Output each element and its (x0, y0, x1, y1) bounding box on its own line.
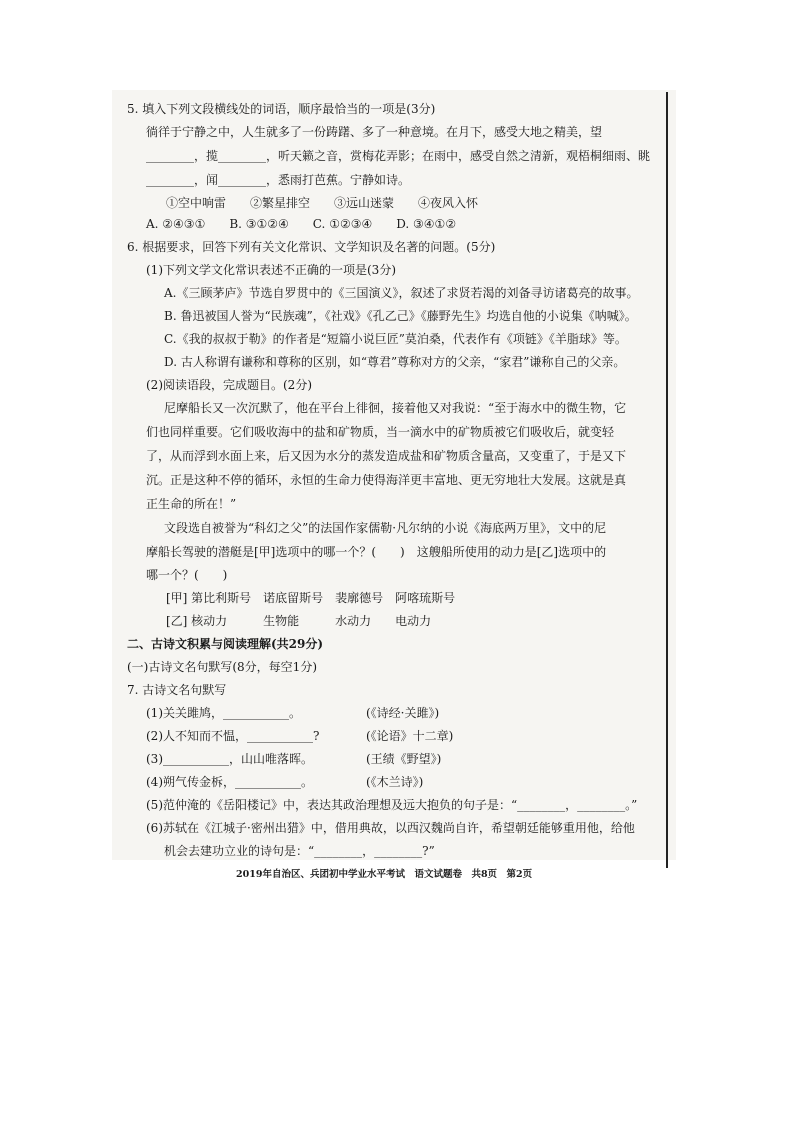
q6-sub2-stem: (2)阅读语段，完成题目。(2分) (146, 378, 312, 392)
q6-sub2-passage-line-5: 正生命的所在！” (146, 497, 237, 511)
q5-stem: 5. 填入下列文段横线处的词语，顺序最恰当的一项是(3分) (127, 102, 436, 116)
q6-yi-options: [乙] 核动力 生物能 水动力 电动力 (166, 614, 432, 628)
q5-passage-line-2: ________，揽________，听天籁之音，赏梅花弄影；在雨中，感受自然之清新，观梧桐细雨、眺 (146, 149, 651, 163)
q6-sub2-question-line-3: 哪一个？( ) (146, 568, 228, 582)
q6-stem: 6. 根据要求，回答下列有关文化常识、文学知识及名著的问题。(5分) (127, 240, 496, 254)
q6-jia-options: [甲] 第比利斯号 诺底留斯号 裴廓德号 阿喀琉斯号 (166, 591, 456, 605)
q6-sub1-option-b: B. 鲁迅被国人誉为“民族魂”，《社戏》《孔乙己》《藤野先生》均选自他的小说集《呐喊》。 (164, 309, 637, 323)
q5-options: A. ②④③① B. ③①②④ C. ①②③④ D. ③④①② (146, 217, 457, 231)
q6-sub2-question-line-2: 摩船长驾驶的潜艇是[甲]选项中的哪一个？( ) 这艘船所使用的动力是[乙]选项中的 (146, 545, 607, 559)
q6-sub1-stem: (1)下列文学文化常识表述不正确的一项是(3分) (146, 263, 396, 277)
q7-line-1-source: (《诗经·关雎》) (366, 706, 440, 720)
margin-rule (666, 92, 668, 868)
q5-passage-line-3: ________，闻________，悉雨打芭蕉。宁静如诗。 (146, 173, 411, 187)
q6-sub1-option-d: D. 古人称谓有谦称和尊称的区别，如“尊君”尊称对方的父亲，“家君”谦称自己的父亲。 (164, 355, 626, 369)
q7-line-3: (3)___________，山山唯落晖。 (146, 752, 313, 766)
q7-line-4: (4)朔气传金柝，___________。 (146, 775, 313, 789)
q7-line-4-source: (《木兰诗》) (366, 775, 424, 789)
q6-sub2-passage-line-2: 们也同样重要。它们吸收海中的盐和矿物质，当一滴水中的矿物质被它们吸收后，就变轻 (146, 425, 615, 439)
q7-line-3-source: (王绩《野望》) (366, 752, 442, 766)
q5-passage-line-1: 徜徉于宁静之中，人生就多了一份踌躇、多了一种意境。在月下，感受大地之精美，望 (146, 125, 603, 139)
q7-item-6-line-1: (6)苏轼在《江城子·密州出猎》中，借用典故，以西汉魏尚自许，希望朝廷能够重用他，给他 (146, 821, 635, 835)
q6-sub2-passage-line-3: 了，从而浮到水面上来，后又因为水分的蒸发造成盐和矿物质含量高，又变重了，于是又下 (146, 449, 627, 463)
section-2-subheading: (一)古诗文名句默写(8分，每空1分) (127, 660, 317, 674)
q5-items: ①空中响雷 ②繁星排空 ③远山迷蒙 ④夜风入怀 (166, 196, 479, 210)
q7-stem: 7. 古诗文名句默写 (127, 683, 227, 697)
q6-sub2-question-line-1: 文段选自被誉为“科幻之父”的法国作家儒勒·凡尔纳的小说《海底两万里》，文中的尼 (164, 521, 607, 535)
q6-sub2-passage-line-4: 沉。正是这种不停的循环，永恒的生命力使得海洋更丰富地、更无穷地壮大发展。这就是真 (146, 473, 627, 487)
q6-sub1-option-a: A.《三顾茅庐》节选自罗贯中的《三国演义》，叙述了求贤若渴的刘备寻访诸葛亮的故事。 (164, 286, 639, 300)
q7-line-1: (1)关关雎鸠，___________。 (146, 706, 301, 720)
q6-sub2-passage-line-1: 尼摩船长又一次沉默了，他在平台上徘徊，接着他又对我说：“至于海水中的微生物，它 (164, 401, 627, 415)
q7-line-2-source: (《论语》十二章) (366, 729, 454, 743)
q7-item-5: (5)范仲淹的《岳阳楼记》中，表达其政治理想及远大抱负的句子是：“________，________。” (146, 798, 638, 812)
q7-line-2: (2)人不知而不愠，___________? (146, 729, 320, 743)
section-2-heading: 二、古诗文积累与阅读理解(共29分) (127, 637, 324, 651)
q6-sub1-option-c: C.《我的叔叔于勒》的作者是“短篇小说巨匠”莫泊桑，代表作有《项链》《羊脂球》等。 (164, 332, 627, 346)
q7-item-6-line-2: 机会去建功立业的诗句是：“________，________?” (164, 844, 435, 858)
page-footer: 2019年自治区、兵团初中学业水平考试 语文试题卷 共8页 第2页 (236, 869, 533, 880)
